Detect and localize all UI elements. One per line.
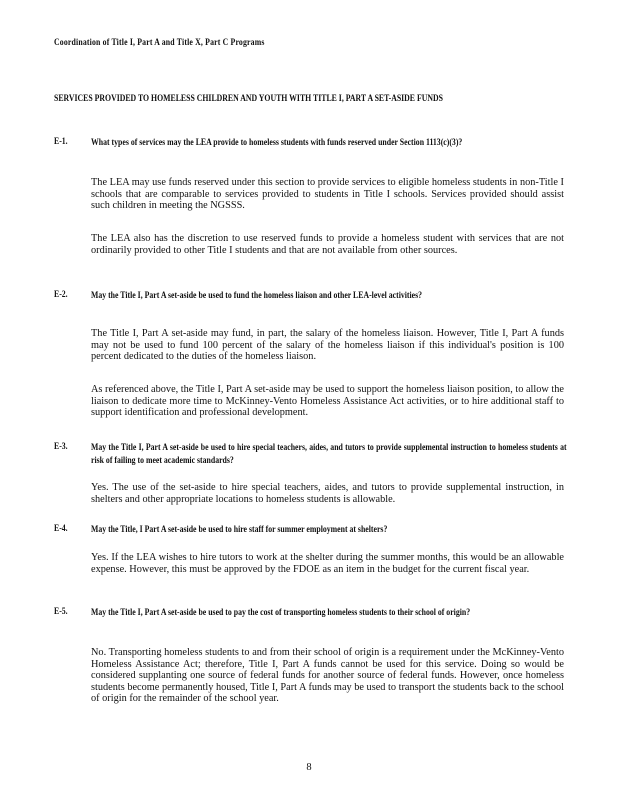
- question-text: May the Title, I Part A set-aside be used to hire staff for summer employment at shelters?: [91, 525, 388, 535]
- question-number: E-5.: [54, 607, 68, 617]
- answer-paragraph: The LEA also has the discretion to use reserved funds to provide a homeless student with services that are not ordinarily provided to other Title I students and that are not available from other sources.: [91, 233, 564, 256]
- question-number: E-4.: [54, 524, 68, 534]
- answer-paragraph: The LEA may use funds reserved under this section to provide services to eligible homeless students in non-Title I schools that are comparable to services provided to students in Title I schools. Services provided should assist such children in meeting the NGSSS.: [91, 177, 564, 212]
- question-number: E-3.: [54, 442, 68, 452]
- page-header: Coordination of Title I, Part A and Title X, Part C Programs: [54, 38, 265, 48]
- question-number: E-1.: [54, 137, 68, 147]
- question-text: May the Title I, Part A set-aside be used to hire special teachers, aides, and tutors to provide supplemental instruction to homeless students at risk of failing to meet academic standards?: [91, 443, 567, 466]
- question-text: What types of services may the LEA provide to homeless students with funds reserved under Section 1113(c)(3)?: [91, 138, 463, 148]
- question-text: May the Title I, Part A set-aside be used to fund the homeless liaison and other LEA-level activities?: [91, 291, 423, 301]
- answer-paragraph: No. Transporting homeless students to and from their school of origin is a requirement under the McKinney-Vento Homeless Assistance Act; therefore, Title I, Part A funds cannot be used for this service. Doing so would be considered supplanting one source of federal funds for another source of federal funds. However, once homeless students become permanently housed, Title I, Part A funds may be used to transport the students back to the school of origin for the remainder of the school year.: [91, 647, 564, 705]
- page-number: 8: [306, 762, 312, 773]
- answer-paragraph: As referenced above, the Title I, Part A set-aside may be used to support the homeless liaison position, to allow the liaison to dedicate more time to McKinney-Vento Homeless Assistance Act activities, or to hire additional staff to support identification and professional development.: [91, 384, 564, 419]
- answer-paragraph: Yes. The use of the set-aside to hire special teachers, aides, and tutors to provide supplemental instruction, in shelters and other appropriate locations to homeless students is allowable.: [91, 482, 564, 505]
- question-number: E-2.: [54, 290, 68, 300]
- question-text: May the Title I, Part A set-aside be used to pay the cost of transporting homeless students to their school of origin?: [91, 608, 471, 618]
- answer-paragraph: The Title I, Part A set-aside may fund, in part, the salary of the homeless liaison. However, Title I, Part A funds may not be used to fund 100 percent of the salary of the homeless liaison if this individual's position is 100 percent dedicated to the duties of the homeless liaison.: [91, 328, 564, 363]
- answer-paragraph: Yes. If the LEA wishes to hire tutors to work at the shelter during the summer months, this would be an allowable expense. However, this must be approved by the FDOE as an item in the budget for the current fiscal year.: [91, 552, 564, 575]
- section-title: SERVICES PROVIDED TO HOMELESS CHILDREN AND YOUTH WITH TITLE I, PART A SET-ASIDE FUNDS: [54, 94, 443, 104]
